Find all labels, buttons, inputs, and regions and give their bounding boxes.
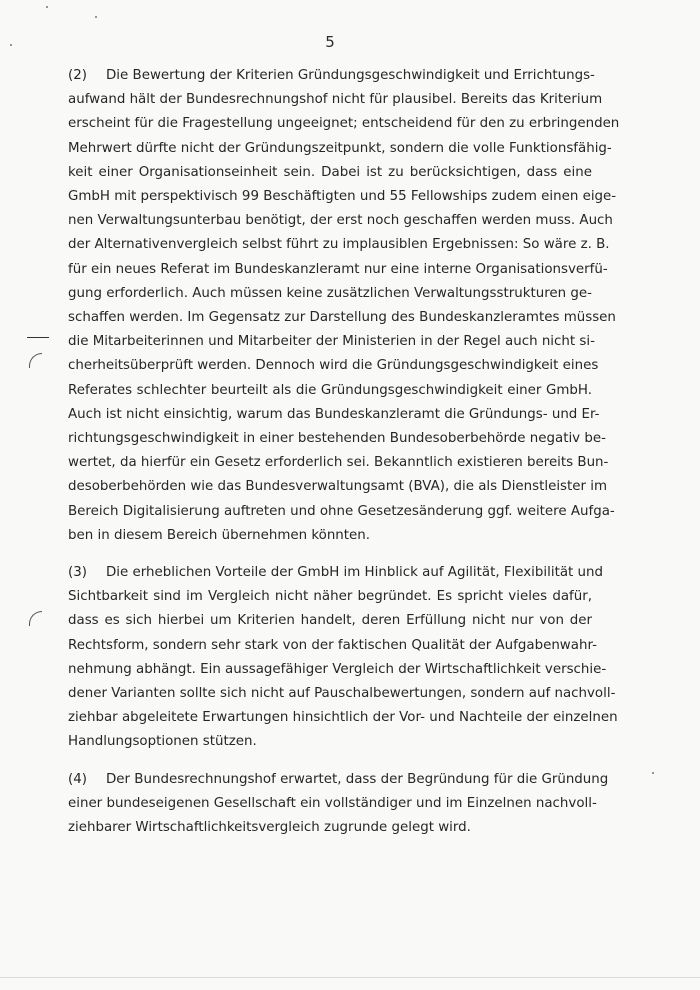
text-line: cherheitsüberprüft werden. Dennoch wird die Gründungsgeschwindigkeit eines (68, 358, 599, 374)
text-line: Rechtsform, sondern sehr stark von der faktischen Qualität der Aufgabenwahr- (68, 637, 597, 653)
text-line: dass es sich hierbei um Kriterien handelt, deren Erfüllung nicht nur von der (68, 613, 592, 629)
punch-hole-mark (29, 611, 42, 626)
scan-speck (95, 16, 97, 18)
page-number: 5 (325, 33, 335, 51)
text-line: keit einer Organisationseinheit sein. Dabei ist zu berücksichtigen, dass eine (68, 164, 592, 180)
text-line: richtungsgeschwindigkeit in einer bestehenden Bundesoberbehörde negativ be- (68, 431, 606, 447)
text-line: dener Varianten sollte sich nicht auf Pauschalbewertungen, sondern auf nachvoll- (68, 686, 616, 702)
margin-mark-dash (27, 337, 49, 338)
text-line: desoberbehörden wie das Bundesverwaltungsamt (BVA), die als Dienstleister im (68, 479, 608, 495)
scan-speck (652, 772, 654, 774)
text-line: erscheint für die Fragestellung ungeeignet; entscheidend für den zu erbringenden (68, 116, 620, 132)
paragraph-number: (3) (68, 565, 87, 581)
text-line: Auch ist nicht einsichtig, warum das Bundeskanzleramt die Gründungs- und Er- (68, 406, 600, 422)
text-line: aufwand hält der Bundesrechnungshof nicht für plausibel. Bereits das Kriterium (68, 92, 603, 108)
text-line: Referates schlechter beurteilt als die Gründungsgeschwindigkeit einer GmbH. (68, 382, 592, 398)
line-text: Der Bundesrechnungshof erwartet, dass der Begründung für die Gründung (106, 771, 609, 787)
paragraph-4 (68, 768, 609, 841)
paragraph-number: (4) (68, 771, 87, 787)
text-line: gung erforderlich. Auch müssen keine zusätzlichen Verwaltungsstrukturen ge- (68, 285, 592, 301)
text-line: GmbH mit perspektivisch 99 Beschäftigten und 55 Fellowships zudem einen eige- (68, 189, 617, 205)
paragraph-3 (68, 561, 618, 755)
text-line: die Mitarbeiterinnen und Mitarbeiter der Ministerien in der Regel auch nicht si- (68, 334, 595, 350)
text-line: der Alternativenvergleich selbst führt zu implausiblen Ergebnissen: So wäre z. B. (68, 237, 610, 253)
text-line: ziehbar abgeleitete Erwartungen hinsichtlich der Vor- und Nachteile der einzelnen (68, 710, 618, 726)
text-line: Mehrwert dürfte nicht der Gründungszeitpunkt, sondern die volle Funktionsfähig- (68, 140, 612, 156)
text-line: für ein neues Referat im Bundeskanzleramt nur eine interne Organisationsverfü- (68, 261, 608, 277)
text-line: Sichtbarkeit sind im Vergleich nicht näher begründet. Es spricht vieles dafür, (68, 589, 592, 605)
text-line: ben in diesem Bereich übernehmen könnten. (68, 527, 371, 543)
text-line: schaffen werden. Im Gegensatz zur Darstellung des Bundeskanzleramtes müssen (68, 310, 616, 326)
text-line: nen Verwaltungsunterbau benötigt, der erst noch geschaffen werden muss. Auch (68, 213, 613, 229)
scan-edge (0, 977, 700, 978)
line-text: Die Bewertung der Kriterien Gründungsgeschwindigkeit und Errichtungs- (106, 68, 595, 83)
text-line: nehmung abhängt. Ein aussagefähiger Vergleich der Wirtschaftlichkeit verschie- (68, 661, 607, 677)
text-line: einer bundeseigenen Gesellschaft ein vollständiger und im Einzelnen nachvoll- (68, 795, 597, 811)
scan-speck (46, 6, 48, 8)
line-text: Die erheblichen Vorteile der GmbH im Hinblick auf Agilität, Flexibilität und (106, 565, 604, 581)
punch-hole-mark (29, 353, 42, 368)
text-line (68, 64, 595, 88)
paragraph-2 (68, 64, 620, 548)
text-line: wertet, da hierfür ein Gesetz erforderlich sei. Bekanntlich existieren bereits Bun- (68, 455, 609, 471)
text-line (68, 561, 604, 585)
document-body (68, 64, 620, 853)
paragraph-number: (2) (68, 68, 87, 83)
text-line (68, 768, 609, 792)
text-line: ziehbarer Wirtschaftlichkeitsvergleich zugrunde gelegt wird. (68, 820, 471, 836)
text-line: Bereich Digitalisierung auftreten und ohne Gesetzesänderung ggf. weitere Aufga- (68, 503, 615, 519)
text-line: Handlungsoptionen stützen. (68, 734, 257, 750)
